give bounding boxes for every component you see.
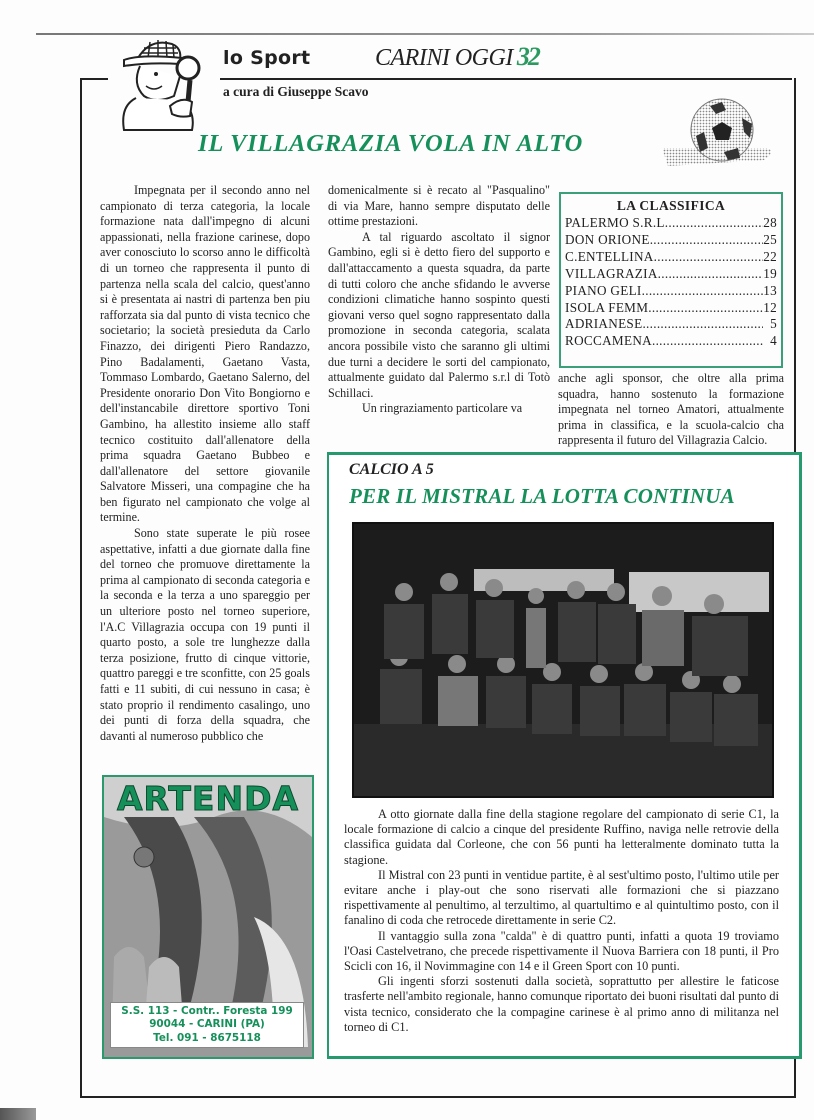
masthead-title: CARINI OGGI bbox=[375, 45, 513, 71]
standings-row bbox=[565, 300, 777, 317]
paragraph: Impegnata per il secondo anno nel campionato di terza categoria, la locale formazione nata dall'impegno di alcuni appassionati, nella frazione carinese, dopo aver conosciuto lo scorso anno le difficoltà di un torneo che rappresenta il punto di partenza nella scala del calcio, quest'anno si è presentata ai nastri di partenza ben piu rafforzata sia dal punto di vista tecnico che societario; la società presieduta da Carlo Finazzo, dei dirigenti Piero Randazzo, Pino Badalamenti, Gaetano Vasta, Tommaso Lombardo, Gaetano Salerno, del Presidente onorario Don Vito Bongiorno e dell'instancabile direttore sportivo Toni Gambino, ha allestito insieme allo staff tecnico costituito dall'allenatore della prima squadra Gaetano Bubbeo e dall'allenatore del settore giovanile Salvatore Misseri, una compagine che ha ben figurato nel campionato che volge al termine. bbox=[100, 183, 310, 525]
team-points: 19 bbox=[763, 265, 777, 281]
article-headline: IL VILLAGRAZIA VOLA IN ALTO bbox=[198, 130, 584, 157]
frame-top-left bbox=[80, 78, 108, 80]
team-name: VILLAGRAZIA bbox=[565, 265, 658, 281]
paragraph: Sono state superate le più rosee aspettative, infatti a due giornate dalla fine del torneo che promuove direttamente la prima al campionato di seconda categoria e la seconda e la terza a uno spareggio per un ulteriore posto nel torneo superiore, l'A.C Villagrazia occupa con 19 punti il quarto posto, a sole tre lunghezze dalla terza posizione, frutto di cinque vittorie, quattro pareggi e tre sconfitte, con 25 goals fatti e 11 subiti, di cui nessuno in casa; è stato proprio il rendimento casalingo, uno dei punti di forza della squadra, che davanti al numeroso pubblico che bbox=[100, 526, 310, 743]
top-rule bbox=[36, 33, 814, 35]
standings-row bbox=[565, 249, 777, 266]
detective-mascot-icon bbox=[110, 36, 220, 132]
standings-box bbox=[559, 192, 783, 368]
team-points: 5 bbox=[770, 316, 777, 332]
team-name: ADRIANESE bbox=[565, 316, 643, 332]
paragraph: domenicalmente si è recato al "Pasqualino" di via Mare, hanno sempre disputato delle ottime prestazioni. bbox=[328, 183, 550, 229]
paragraph: A otto giornate dalla fine della stagione regolare del campionato di serie C1, la locale formazione di calcio a cinque del presidente Ruffino, naviga nelle retrovie della classifica guidata dal Corleone, che con 56 punti ha letteralmente dominato tutta la stagione. bbox=[344, 807, 779, 867]
paragraph: Gli ingenti sforzi sostenuti dalla società, soprattutto per allestire le faticose trasferte nell'ambito regionale, hanno comunque riportato dei buoni risultati dal punto di vista tecnico, considerato che la compagine carinese è al primo anno di militanza nel torneo di C1. bbox=[344, 974, 779, 1034]
team-points: 13 bbox=[763, 282, 777, 298]
team-name: C.ENTELLINA bbox=[565, 248, 654, 264]
calcio-a-5-article bbox=[327, 452, 802, 1059]
byline: a cura di Giuseppe Scavo bbox=[223, 84, 369, 99]
paragraph: anche agli sponsor, che oltre alla prima squadra, hanno sostenuto la formazione impegnata nel torneo Amatori, attualmente prima in classifica, e la scuola-calcio cha rappresenta il futuro del Villagrazia Calcio. bbox=[558, 371, 784, 448]
team-points: 4 bbox=[770, 333, 777, 349]
standings-row bbox=[565, 232, 777, 249]
paragraph: Il Mistral con 23 punti in ventidue partite, è al sest'ultimo posto, l'ultimo utile per evitare anche i play-out che sono riservati alle formazioni che si piazzano rispettivamente al penultimo, al terzultimo, al quartultimo e al quintultimo posto, con il fanalino di coda che retrocede direttamente in serie C2. bbox=[344, 867, 779, 928]
article-column-3 bbox=[558, 371, 784, 449]
ad-address: S.S. 113 - Contr.. Foresta 199 bbox=[121, 1004, 293, 1017]
team-name: ROCCAMENA bbox=[565, 333, 652, 349]
team-points: 22 bbox=[763, 248, 777, 264]
ad-brand-logo: ARTENDA bbox=[116, 779, 300, 818]
team-name: ISOLA FEMM. bbox=[565, 299, 652, 315]
team-points: 12 bbox=[763, 299, 777, 315]
standings-row bbox=[565, 283, 777, 300]
soccer-ball-icon bbox=[660, 92, 780, 174]
standings-row bbox=[565, 316, 777, 333]
standings-row bbox=[565, 333, 777, 350]
masthead-logo bbox=[375, 42, 539, 72]
ad-phone: Tel. 091 - 8675118 bbox=[153, 1031, 261, 1044]
paragraph: Il vantaggio sulla zona "calda" è di quattro punti, infatti a quota 19 troviamo l'Oasi Castelvetrano, che precede rispettivamente il Nuova Barriera con 18 punti, il Pro Scicli con 16, il Novimmagine con 14 e il Green Sport con 10 punti. bbox=[344, 928, 779, 974]
standings-row bbox=[565, 266, 777, 283]
scan-edge bbox=[0, 1108, 36, 1120]
ad-city: 90044 - CARINI (PA) bbox=[149, 1018, 265, 1031]
article-column-1 bbox=[100, 183, 310, 744]
section-label: lo Sport bbox=[223, 47, 311, 69]
team-points: 25 bbox=[763, 231, 777, 247]
standings-title: LA CLASSIFICA bbox=[616, 198, 726, 213]
team-name: DON ORIONE bbox=[565, 231, 650, 247]
team-photo bbox=[352, 522, 774, 798]
article-kicker: CALCIO A 5 bbox=[349, 461, 434, 478]
article-body bbox=[344, 807, 779, 1035]
team-name: PALERMO S.R.L bbox=[565, 215, 665, 230]
article-column-2 bbox=[328, 183, 550, 417]
team-points: 28 bbox=[763, 215, 777, 230]
ad-contact-box bbox=[110, 1002, 304, 1048]
article-headline: PER IL MISTRAL LA LOTTA CONTINUA bbox=[349, 484, 735, 508]
paragraph: Un ringraziamento particolare va bbox=[362, 401, 523, 416]
standings-row bbox=[565, 215, 777, 232]
paragraph: A tal riguardo ascoltato il signor Gambino, egli si è detto fiero del supporto e dall'attaccamento a questa squadra, da parte di tutti coloro che anche sfidando le avverse condizioni climatiche hanno sospinto questi giovani verso quel sogno rappresentato dalla promozione in seconda categoria, scalata ancora possibile visto che saranno gli ultimi due turni a decidere le sorti del campionato, attualmente guidato dal Palermo s.r.l di Totò Schillaci. bbox=[328, 229, 550, 400]
issue-number: 32 bbox=[516, 42, 539, 71]
team-name: PIANO GELI bbox=[565, 282, 642, 298]
artenda-advertisement bbox=[102, 775, 314, 1059]
frame-top-right bbox=[214, 78, 792, 80]
